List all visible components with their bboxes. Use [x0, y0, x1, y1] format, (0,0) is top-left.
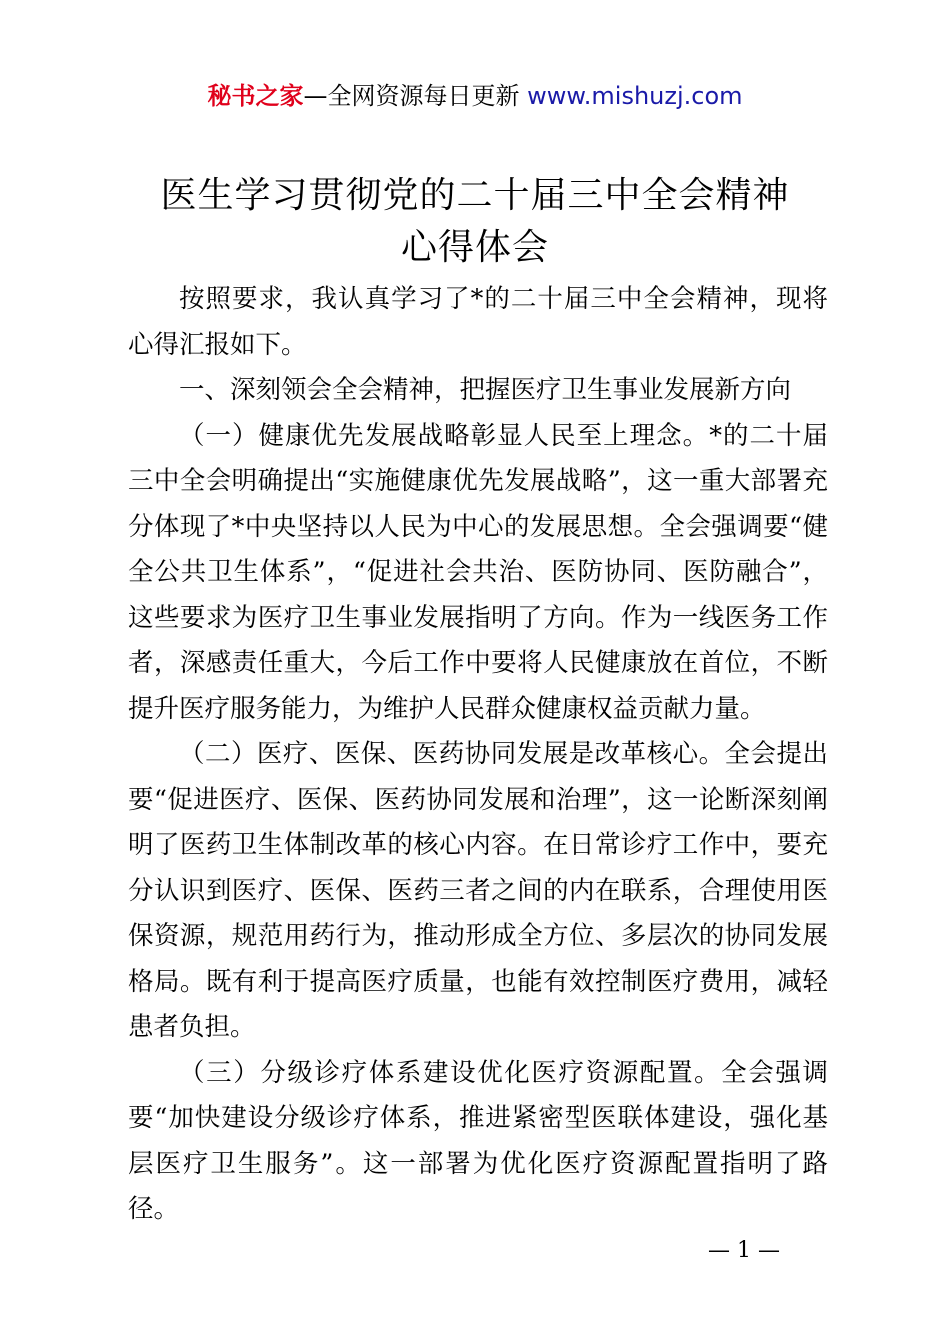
document-title-line-1: 医生学习贯彻党的二十届三中全会精神: [160, 175, 790, 216]
site-tagline: —全网资源每日更新: [303, 82, 520, 110]
body-paragraph: （一）健康优先发展战略彰显人民至上理念。*的二十届三中全会明确提出“实施健康优先发展战略”，这一重大部署充分体现了*中央坚持以人民为中心的发展思想。全会强调要“健全公共卫生体系”，“促进社会共治、医防协同、医防融合”，这些要求为医疗卫生事业发展指明了方向。作为一线医务工作者，深感责任重大，今后工作中要将人民健康放在首位，不断提升医疗服务能力，为维护人民群众健康权益贡献力量。: [128, 420, 828, 724]
page-number: — 1 —: [708, 1238, 780, 1263]
intro-paragraph: 按照要求，我认真学习了*的二十届三中全会精神，现将心得汇报如下。: [128, 284, 828, 360]
document-body: [128, 277, 828, 1233]
site-url[interactable]: www.mishuzj.com: [527, 82, 743, 110]
section-heading: 一、深刻领会全会精神，把握医疗卫生事业发展新方向: [179, 375, 792, 405]
document-title-line-2: 心得体会: [400, 227, 549, 268]
body-paragraph: （二）医疗、医保、医药协同发展是改革核心。全会提出要“促进医疗、医保、医药协同发展和治理”，这一论断深刻阐明了医药卫生体制改革的核心内容。在日常诊疗工作中，要充分认识到医疗、医保、医药三者之间的内在联系，合理使用医保资源，规范用药行为，推动形成全方位、多层次的协同发展格局。既有利于提高医疗质量，也能有效控制医疗费用，减轻患者负担。: [128, 739, 828, 1042]
site-header: [0, 80, 950, 112]
site-brand: 秘书之家: [207, 82, 304, 110]
body-paragraph: （三）分级诊疗体系建设优化医疗资源配置。全会强调要“加快建设分级诊疗体系，推进紧密型医联体建设，强化基层医疗卫生服务”。这一部署为优化医疗资源配置指明了路径。: [128, 1057, 828, 1224]
